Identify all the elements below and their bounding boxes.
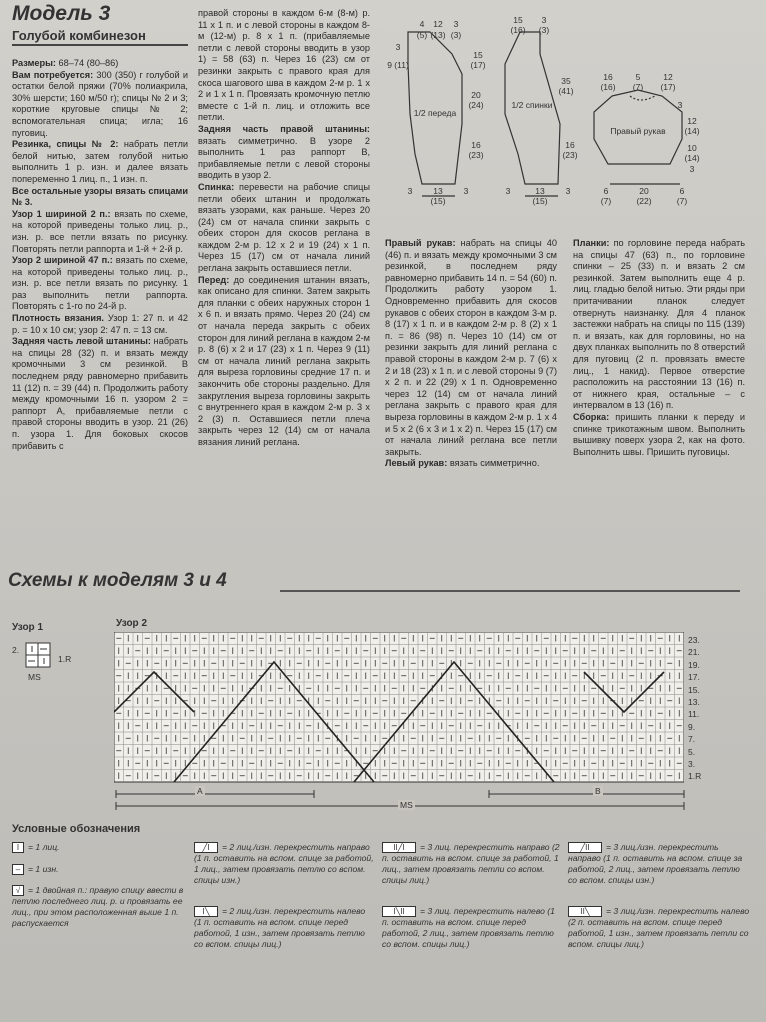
text-column-3	[385, 238, 557, 470]
sizes-text: 68–74 (80–86)	[56, 58, 119, 68]
row-number-label: 9.	[688, 721, 696, 732]
materials-label: Вам потребуется:	[12, 69, 94, 80]
row-number-label: 7.	[688, 734, 696, 745]
schemes-divider	[280, 590, 740, 592]
row-number-label: 21.	[688, 647, 700, 658]
back-dim-11: (15)	[532, 196, 548, 206]
sleeve-dim-13: 6	[603, 186, 609, 196]
pattern2-label: Узор 2 шириной 47 п.:	[12, 255, 113, 266]
back-dim-6: (41)	[558, 86, 574, 96]
front-dim-16: 13	[433, 186, 443, 196]
legend-text-cross-3-left: = 3 лиц. перекрестить налево (1 п. оставить на вспом. спице перед работой, 2 лиц., затем провязать петлю со вспом. спицы лиц.)	[382, 906, 555, 949]
rib-text: набрать петли белой нитью, затем голубой нитью выполнить 1 р. изн. и далее вязать попеременно 1 лиц. п., 1 изн. п.	[12, 139, 188, 184]
model-subtitle: Голубой комбинезон	[12, 28, 188, 46]
right-leg-label: Задняя часть правой штанины:	[198, 123, 370, 134]
materials-text: 300 (350) г голубой и остатки белой пряжи (70% полиакрила, 30% шерсти; 160 м/50 г); спицы № 2 и 3; короткие круговые спицы № 2; вспомогательная спица; игла; 16 пуговиц.	[12, 69, 188, 138]
front-dim-7: 3	[395, 42, 401, 52]
legend-text-cross-3-purl-right: = 3 лиц./изн. перекрестить направо (1 п. оставить на вспом. спице за работой, 2 лиц., затем провязать петлю со вспом. спицы изн.)	[568, 842, 743, 885]
left-leg-label: Задняя часть левой штанины:	[12, 336, 151, 347]
sleeve-dim-8: 12	[687, 116, 697, 126]
front-label: Перед:	[198, 274, 230, 285]
cross-3-left-icon: I╲II	[382, 906, 416, 917]
sleeve-dim-10: 10	[687, 143, 697, 153]
row-number-label: 3.	[688, 759, 696, 769]
gauge-label: Плотность вязания.	[12, 313, 104, 324]
back-dim-1: 15	[513, 15, 523, 25]
knit-symbol-icon: I	[12, 842, 24, 853]
left-sleeve-label: Левый рукав:	[385, 458, 448, 469]
legend-item-knit	[12, 842, 182, 853]
back-label: Спинка:	[198, 181, 235, 192]
sleeve-dim-5: 12	[663, 72, 673, 82]
sleeve-dim-12: 3	[689, 164, 695, 174]
row-number-label: 13.	[688, 697, 700, 707]
cross-2-right-icon: ╱I	[194, 842, 218, 853]
pattern2-chart	[114, 632, 684, 784]
legend-text-purl: = 1 изн.	[28, 864, 59, 874]
row-number-label: 11.	[688, 709, 700, 720]
text-column-2	[198, 8, 370, 449]
back-dim-10: 13	[535, 186, 545, 196]
sleeve-dim-14: (7)	[600, 196, 612, 206]
pattern1-ms-label: MS	[28, 672, 41, 682]
front-text: до соединения штанин вязать, как описано для спинки. Затем закрыть для планки с обеих наружных сторон 1 x 6 п. и вязать прямо. Через 20 (24) см от начала переда закрыть с обеих сторон для линий реглана в каждом 2-м р. 8 (6) x 2 и 17 (23) x 1 п. Через 9 (11) см от начала линий реглана закрыть для выреза горловины средние 17 п. и закончить обе стороны раздельно. Для закругления выреза горловины закрыть с внутреннего края в каждом 2-м р. 3 x 2 (3) п. Оставшиеся петли плеча закрыть через 12 (14) см от начала вязания линий реглана.	[198, 274, 370, 447]
front-dim-5: 3	[453, 19, 459, 29]
pattern2-heading: Узор 2	[116, 618, 148, 629]
legend-text-knit: = 1 лиц.	[28, 842, 60, 852]
front-piece-label: 1/2 переда	[413, 108, 457, 118]
rapport-a-label: A	[197, 786, 203, 796]
legend-item-cross-3-left	[382, 906, 562, 949]
assembly-text: пришить планки к переду и спинке трикотажным швом. Выполнить вышивку поверх узора 2, как на фото. Выполнить швы. Пришить пуговицы.	[573, 411, 745, 457]
legend-title: Условные обозначения	[12, 823, 141, 835]
sleeve-dim-16: (22)	[636, 196, 652, 206]
legend-item-double-stitch	[12, 885, 184, 928]
rapport-ms-label: MS	[400, 800, 413, 810]
text-column-1	[12, 58, 188, 452]
back-dim-4: (3)	[538, 25, 550, 35]
row-number-label: 17.	[688, 672, 700, 683]
legend-text-cross-2-left: = 2 лиц./изн. перекрестить налево (1 п. оставить на вспом. спице перед работой, 1 изн., затем провязать петлю со вспом. спицы лиц.)	[194, 906, 366, 949]
row-number-label: 23.	[688, 635, 700, 645]
pattern1-row1-label: 1.R	[58, 654, 72, 664]
model-title: Модель 3	[12, 2, 111, 25]
legend-item-cross-3-purl-left	[568, 906, 750, 949]
cross-3-purl-left-icon: II╲	[568, 906, 602, 917]
sleeve-dim-7: 3	[677, 100, 683, 110]
back-dim-3: 3	[541, 15, 547, 25]
pattern-pieces-diagram	[380, 4, 760, 216]
sleeve-dim-15: 20	[639, 186, 649, 196]
left-leg-text: набрать на спицы 28 (32) п. и вязать между кромочными 3 см резинкой. В последнем ряду равномерно прибавить 11 (12) п. = 39 (44) п. Продолжить работу между кромочными 16 п. узором 2 = раппорт А, прибавляемые петли с правой стороны вводить в узор. 21 (26) п. узора 1. Для боковых скосов прибавить с	[12, 336, 188, 451]
back-dim-2: (16)	[510, 25, 526, 35]
back-dim-7: 16	[565, 140, 575, 150]
front-dim-14: (23)	[468, 150, 484, 160]
other-patterns-label: Все остальные узоры вязать спицами № 3.	[12, 185, 188, 208]
bands-text: по горловине переда набрать на спицы 47 (63) п., по горловине спинки – 25 (33) п. и вязать 2 см резинкой. Затем выполнить еще 4 р. лиц. гладью белой нитью. Эти ряды при притачивании планок следует отвернуть наизнанку. Для 4 планок застежки набрать на спицы по 115 (139) п. и вязать, как для горловины, но на двух планках выполнить по 8 отверстий для пуговиц (2 п. провязать вместе лиц., 1 накид). Первое отверстие расположить на расстоянии 13 (16) п. от нижнего края, остальные – с интервалом в 13 (16) п.	[573, 238, 745, 411]
sleeve-piece-label: Правый рукав	[610, 126, 666, 136]
gauge-text: Узор 1: 27 п. и 42 р. = 10 x 10 см; узор 2: 47 п. = 13 см.	[12, 313, 188, 335]
front-dim-12: (24)	[468, 100, 484, 110]
pattern1-chart	[25, 642, 51, 668]
right-sleeve-label: Правый рукав:	[385, 238, 456, 248]
sleeve-dim-2: (16)	[600, 82, 616, 92]
front-dim-8: 9 (11)	[387, 60, 409, 70]
rapport-b-label: B	[595, 786, 601, 796]
front-dim-13: 16	[471, 140, 481, 150]
sizes-label: Размеры:	[12, 58, 56, 68]
front-dim-9: 15	[473, 50, 483, 60]
legend-text-cross-3-right: = 3 лиц. перекрестить направо (2 п. оставить на вспом. спице за работой, 1 лиц., затем провязать петли со вспом. спицы лиц.)	[382, 842, 560, 885]
sleeve-dim-9: (14)	[684, 126, 700, 136]
front-dim-15: 3	[407, 186, 413, 196]
pattern1-label: Узор 1 шириной 2 п.:	[12, 208, 111, 219]
sleeve-dim-4: (7)	[632, 82, 644, 92]
row-number-label: 15.	[688, 684, 700, 695]
legend-item-purl	[12, 864, 182, 875]
sleeve-dim-3: 5	[635, 72, 641, 82]
rib-label: Резинка, спицы № 2:	[12, 139, 119, 150]
front-dim-3: (5)	[416, 30, 428, 40]
legend-text-cross-2-right: = 2 лиц./изн. перекрестить направо (1 п. оставить на вспом. спице за работой, 1 лиц., затем провязать петлю со вспом. спицы изн.)	[194, 842, 374, 885]
legend-item-cross-2-left	[194, 906, 374, 949]
right-sleeve-text: набрать на спицы 40 (46) п. и вязать между кромочными 3 см резинкой, в последнем ряду равномерно прибавить 14 п. = 54 (60) п. Продолжить работу узором 1. Одновременно прибавить для скосов рукавов с обеих сторон в каждом 3-м р. 8 (17) x 1 п. и в каждом 2-м р. 8 (2) x 1 п. = 86 (98) п. Через 10 (14) см от резинки закрыть для линий реглана с правой стороны в каждом 2-м р. 7 (6) x 2 и 18 (23) x 1 п. и с левой стороны 9 (7) x 2 п. и 22 (29) x 1 п. Одновременно через 12 (14) см от начала линий реглана закрыть с правого края для выреза горловины в каждом 2-м р. 1 x 4 и 5 x 2 (6 x 3 и 1 x 2) п. Через 15 (17) см от начала линий реглана все петли закрыть.	[385, 238, 557, 457]
cross-3-purl-right-icon: ╱II	[568, 842, 602, 853]
pattern2-text: вязать по схеме, на которой приведены только лиц. р., изн. р. все петли вязать по рисунку. 1 раз выполнить петли раппорта. Повторять с 1-го по 24-й р.	[12, 255, 188, 312]
back-dim-9: 3	[505, 186, 511, 196]
cross-3-right-icon: II╱I	[382, 842, 416, 853]
front-dim-18: 3	[463, 186, 469, 196]
back-piece-label: 1/2 спинки	[511, 100, 553, 110]
back-dim-5: 35	[561, 76, 571, 86]
sleeve-dim-11: (14)	[684, 153, 700, 163]
sleeve-dim-6: (17)	[660, 82, 676, 92]
legend-text-cross-3-purl-left: = 3 лиц./изн. перекрестить налево (2 п. оставить на вспом. спице перед работой, 1 изн., затем провязать петли со вспом. спицы лиц.)	[568, 906, 750, 949]
sleeve-dim-17: 6	[679, 186, 685, 196]
row-number-label: 19.	[688, 659, 700, 670]
assembly-label: Сборка:	[573, 411, 610, 422]
left-sleeve-text: вязать симметрично.	[447, 458, 540, 469]
front-dim-1: 4	[419, 19, 425, 29]
pattern1-text: вязать по схеме, на которой приведены только лиц. р., изн. р. все петли вязать по рисунку. Повторять петли раппорта и 1-й + 2-й р.	[12, 208, 188, 254]
schemes-title: Схемы к моделям 3 и 4	[8, 570, 227, 591]
right-leg-text: вязать симметрично. В узоре 2 выполнить 1 раз раппорт В, прибавляемые петли с левой стороны вводить в узор 2.	[198, 135, 370, 181]
front-dim-17: (15)	[430, 196, 446, 206]
front-dim-4: (13)	[430, 30, 446, 40]
back-dim-8: (23)	[562, 150, 578, 160]
front-dim-10: (17)	[470, 60, 486, 70]
double-stitch-symbol-icon: √	[12, 885, 24, 896]
purl-symbol-icon: –	[12, 864, 24, 875]
text-column-4	[573, 238, 745, 458]
front-dim-11: 20	[471, 90, 481, 100]
back-dim-12: 3	[565, 186, 571, 196]
sleeve-dim-1: 16	[603, 72, 613, 82]
legend-text-double-stitch: = 1 двойная п.: правую спицу ввести в петлю последнего лиц. р. и провязать ее лиц., при этом расположенная выше 1 п. распускается	[12, 885, 184, 928]
left-leg-continued: правой стороны в каждом 6-м (8-м) р. 11 x 1 п. и с левой стороны в каждом 8-м (12-м) р. 8 x 1 п. (прибавляемые петли с левой стороны вводить в узор 1) = 58 (63) п. Через 16 (23) см от резинки закрыть с правого края для скоса шагового шва в каждом 2-м р. 1 x 2 и 1 x 1 п. Провязать кромочную петлю вместе с 1-й п. лиц. и отложить все петли.	[198, 8, 370, 123]
bands-label: Планки:	[573, 238, 610, 248]
front-dim-6: (3)	[450, 30, 462, 40]
back-text: перевести на рабочие спицы петли обеих штанин и продолжать вязать узорами, как раньше. Через 20 (24) см от начала спинки закрыть с обеих сторон для скосов реглана в каждом 2-м р. 12 x 2 и 19 (24) x 1 п. Через 15 (17) см от начала линий реглана закрыть оставшиеся петли.	[198, 181, 370, 274]
cross-2-left-icon: I╲	[194, 906, 218, 917]
front-dim-2: 12	[433, 19, 443, 29]
pattern1-heading: Узор 1	[12, 622, 44, 633]
row-number-label: 5.	[688, 746, 696, 757]
sleeve-dim-18: (7)	[676, 196, 688, 206]
pattern1-row2-label: 2.	[12, 645, 20, 655]
legend-item-cross-3-purl-right	[568, 842, 750, 885]
legend-item-cross-2-right	[194, 842, 374, 885]
row-number-label: 1.R	[688, 771, 702, 782]
legend-item-cross-3-right	[382, 842, 562, 885]
